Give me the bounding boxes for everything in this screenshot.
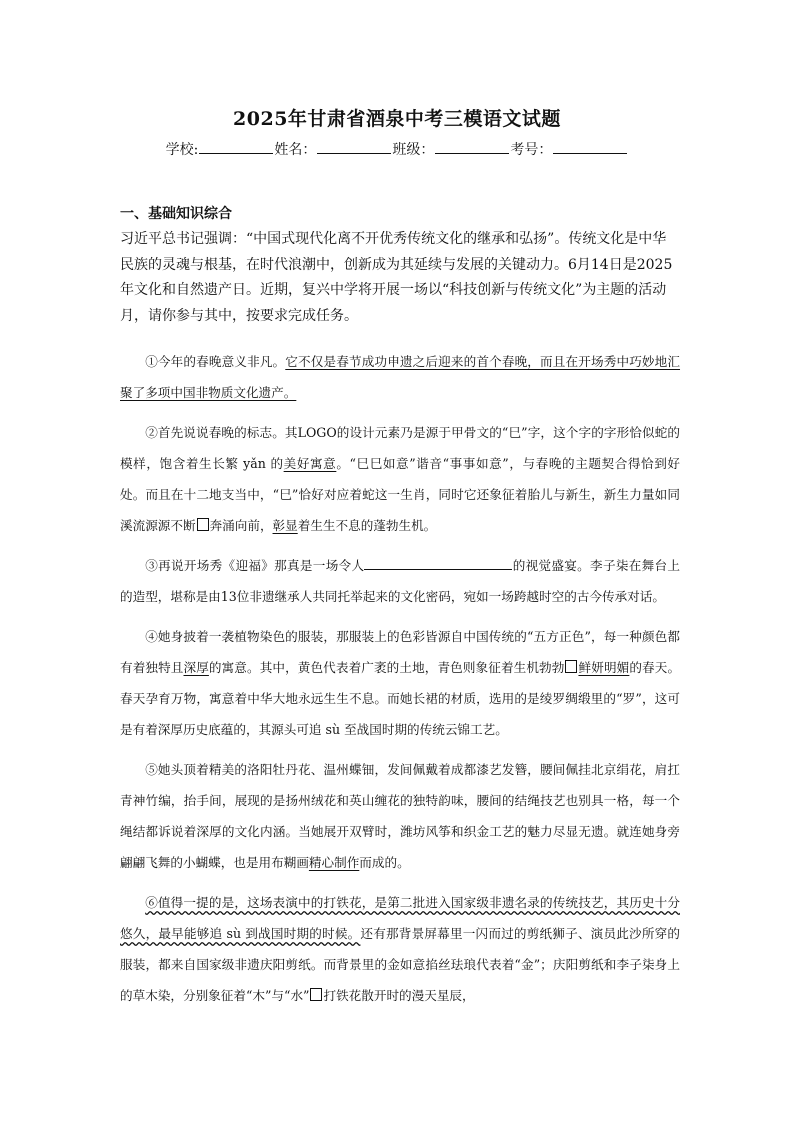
p4-text-a: ④她身披着一袭植物染色的服装，那服装上的色彩皆源自中国传统的“五方正色”，每一种颜色都有着独特且 <box>120 629 680 675</box>
class-label: 班级： <box>392 142 435 158</box>
p4-underlined-word-2: 鲜妍明媚 <box>578 660 630 675</box>
class-blank[interactable] <box>435 140 509 154</box>
p1-underlined-sentence: 它不仅是春节成功申遗之后迎来的首个春晚，而且在开场秀中巧妙地汇聚了多项中国非物质文化遗产。 <box>120 354 681 400</box>
p6-text-c: 打铁花散开时的漫天星辰， <box>323 988 475 1003</box>
p5-underlined-word: 精心制作 <box>308 855 360 870</box>
school-label: 学校: <box>165 142 199 158</box>
paragraph-4 <box>120 621 680 745</box>
name-label: 姓名： <box>274 142 317 158</box>
p3-text-a: ③再说开场秀《迎福》那真是一场令人 <box>145 558 365 573</box>
page-title: 2025年甘肃省酒泉中考三模语文试题 <box>233 108 561 130</box>
p5-text-c: 而成的。 <box>359 855 410 870</box>
section-heading: 一、基础知识综合 <box>120 206 232 222</box>
p1-text: ①今年的春晚意义非凡。 <box>145 354 286 369</box>
paragraph-3 <box>120 550 680 612</box>
exam-number-blank[interactable] <box>553 140 627 154</box>
punctuation-box-3[interactable] <box>310 988 322 1001</box>
p4-underlined-word: 深厚 <box>183 660 209 675</box>
paragraph-2 <box>120 417 680 541</box>
p6-wavy-sentence: ⑥值得一提的是，这场表演中的打铁花，是第二批进入国家级非遗名录的传统技艺，其历史十分悠久，最早能够追 sù 到战国时期的时候。 <box>120 895 680 941</box>
passage <box>120 346 680 1020</box>
paragraph-6 <box>120 887 680 1011</box>
p4-text-c: 的寓意。其中，黄色代表着广袤的土地，青色则象征着生机勃勃 <box>208 660 565 675</box>
intro-paragraph <box>120 227 680 329</box>
fill-in-blank[interactable] <box>364 555 512 570</box>
name-blank[interactable] <box>317 140 391 154</box>
intro-text: 习近平总书记强调：“中国式现代化离不开优秀传统文化的继承和弘扬”。传统文化是中华民族的灵魂与根基，在时代浪潮中，创新成为其延续与发展的关键动力。6月14日是2025年文化和自然遗产日。近期，复兴中学将开展一场以“科技创新与传统文化”为主题的活动月，请你参与其中，按要求完成任务。 <box>120 231 673 324</box>
student-info-line <box>0 139 794 159</box>
p2-underlined-word: 美好寓意 <box>283 456 337 471</box>
p2-text-f: 着生生不息的蓬勃生机。 <box>297 518 437 533</box>
exam-number-label: 考号： <box>510 142 553 158</box>
p6-text-b: 还有那背景屏幕里一闪而过的剪纸狮子、演员此沙所穿的服装，都来自国家级非遗庆阳剪纸。而背景里的金如意掐丝珐琅代表着“金”；庆阳剪纸和李子柒身上的草木染，分别象征着“木”与“水” <box>120 926 680 1003</box>
paragraph-5 <box>120 754 680 878</box>
p3-text-b: 的视觉盛宴。李子柒在舞台上的造型，堪称是由13位非遗继承人共同托举起来的文化密码，宛如一场跨越时空的古今传承对话。 <box>120 558 681 604</box>
school-blank[interactable] <box>199 140 273 154</box>
p5-text-a: ⑤她头顶着精美的洛阳牡丹花、温州蝶钿，发间佩戴着成都漆艺发簪，腰间佩挂北京绢花，肩扛青神竹编，抬手间，展现的是扬州绒花和英山缠花的独特韵味，腰间的结绳技艺也别具一格，每一个绳结都诉说着深厚的文化内涵。当她展开双臂时，潍坊风筝和织金工艺的魅力尽显无遗。就连她身旁翩翩飞舞的小蝴蝶，也是用布糊画 <box>120 762 680 870</box>
p2-underlined-word-2: 彰显 <box>272 518 298 533</box>
punctuation-box[interactable] <box>197 518 209 531</box>
p4-text-e: 的春天。春天孕育万物，寓意着中华大地永远生生不息。而她长裙的材质，选用的是绫罗绸缎里的“罗”，这可是有着深厚历史底蕴的，其源头可追 sù 至战国时期的传统云锦工艺。 <box>120 660 681 737</box>
punctuation-box-2[interactable] <box>565 660 577 673</box>
p2-text-d: 奔涌向前， <box>209 518 273 533</box>
p2-text-c: 。“巳巳如意”谐音“事事如意”，与春晚的主题契合得恰到好处。而且在十二地支当中，“巳”恰好对应着蛇这一生肖，同时它还象征着胎儿与新生，新生力量如同溪流源源不断 <box>120 456 680 533</box>
paragraph-1 <box>120 346 680 408</box>
p2-text-a: ②首先说说春晚的标志。其LOGO的设计元素乃是源于甲骨文的“巳”字，这个字的字形恰似蛇的模样，饱含着生长繁 yǎn 的 <box>120 425 680 471</box>
